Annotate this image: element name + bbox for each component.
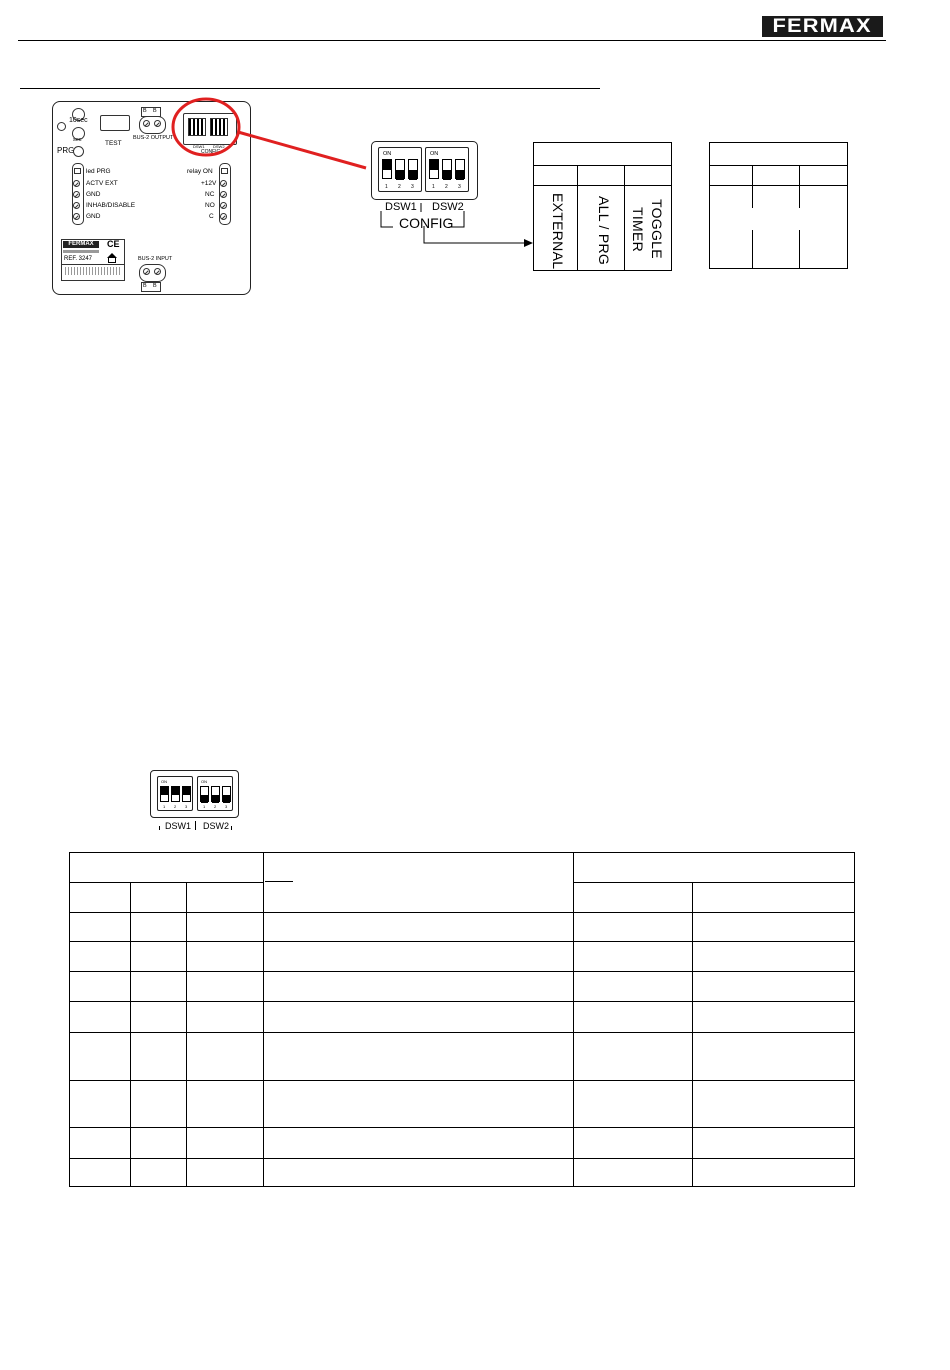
panel-dsw1-label: DSW1 — [193, 144, 205, 149]
zoom-dsw2-on: ON — [430, 151, 439, 157]
second-table — [709, 142, 848, 269]
lower-dsw2-num-2: 2 — [214, 804, 217, 809]
zoom-switch-housing — [371, 141, 478, 200]
left-terminal-1: ACTV EXT — [86, 180, 118, 187]
zoom-dsw1-lever-2 — [395, 159, 405, 179]
zoom-config-label: CONFIG — [399, 215, 454, 231]
lower-dsw2-lever-1 — [200, 786, 209, 802]
product-label-brand: FERMAX — [63, 241, 99, 248]
panel-config-label: CONFIG — [201, 149, 221, 155]
zoom-dsw1-num-1: 1 — [385, 184, 388, 190]
left-terminal-3: INHAB/DISABLE — [86, 202, 136, 209]
lower-dsw1-lever-1 — [160, 786, 169, 802]
lower-dsw1-num-3: 3 — [185, 804, 188, 809]
prg-label: PRG — [57, 146, 75, 155]
zoom-dsw2-num-2: 2 — [445, 184, 448, 190]
bus-input-b2: B — [153, 283, 157, 289]
highlight-connector-line — [238, 132, 366, 168]
lower-switch-divider — [195, 821, 196, 830]
zoom-dsw1-num-2: 2 — [398, 184, 401, 190]
test-label: TEST — [105, 140, 122, 147]
mode-label-timer: TIMER — [630, 207, 646, 253]
bus-output-b1: B — [143, 108, 147, 114]
lower-dsw2-on: ON — [201, 779, 207, 784]
mode-label-all-prg: ALL / PRG — [596, 196, 612, 266]
lower-dsw1-num-1: 1 — [163, 804, 166, 809]
mode-table-header — [534, 143, 672, 166]
lower-dsw1-lever-2 — [171, 786, 180, 802]
lower-switch-housing — [150, 770, 239, 818]
mode-label-toggle: TOGGLE — [649, 199, 665, 259]
right-terminal-0: +12V — [201, 180, 217, 187]
zoom-dsw2 — [425, 147, 469, 192]
lower-dsw2-lever-2 — [211, 786, 220, 802]
lower-dsw2-num-3: 3 — [225, 804, 228, 809]
bus-input-label: BUS-2 INPUT — [138, 256, 173, 262]
zoom-dsw2-label: DSW2 — [432, 201, 464, 213]
product-label-ref: REF. 3247 — [64, 256, 93, 262]
lower-dsw2-label: DSW2 — [203, 821, 230, 831]
mode-table-sub-3 — [624, 166, 671, 186]
zoom-dsw2-num-3: 3 — [458, 184, 461, 190]
mode-label-external: EXTERNAL — [550, 193, 566, 270]
zoom-dsw1-lever-1 — [382, 159, 392, 179]
zoom-dsw2-lever-2 — [442, 159, 452, 179]
lower-dsw1-label: DSW1 — [165, 821, 192, 831]
lower-switch-tick-right — [231, 826, 232, 830]
arrow-head-icon — [524, 239, 533, 247]
lower-dsw2-lever-3 — [222, 786, 231, 802]
zoom-dsw2-lever-1 — [429, 159, 439, 179]
lower-dsw1-on: ON — [161, 779, 167, 784]
zoom-dsw2-num-1: 1 — [432, 184, 435, 190]
sec-label: sec — [73, 137, 82, 143]
right-terminal-2: NO — [205, 202, 215, 209]
zoom-dsw1-label: DSW1 — [385, 201, 417, 213]
panel-dsw2-label: DSW2 — [213, 144, 225, 149]
config-table — [69, 852, 855, 1187]
timer-label: 10sec — [69, 117, 88, 124]
zoom-dsw1-lever-3 — [408, 159, 418, 179]
bus-output-b2: B — [153, 108, 157, 114]
bus-output-label: BUS-2 OUTPUT — [133, 135, 174, 141]
left-terminal-4: GND — [86, 213, 101, 220]
relay-on-label: relay ON — [187, 168, 213, 175]
lower-dsw2 — [197, 776, 233, 811]
zoom-dsw2-lever-3 — [455, 159, 465, 179]
zoom-dsw1-on: ON — [383, 151, 392, 157]
highlight-circle — [173, 99, 239, 155]
right-terminal-3: C — [209, 213, 214, 220]
left-terminal-0: led PRG — [86, 168, 111, 175]
bus-input-b1: B — [143, 283, 147, 289]
zoom-dsw1 — [378, 147, 422, 192]
right-terminal-1: NC — [205, 191, 215, 198]
lower-switch-tick-left — [159, 826, 160, 830]
fermax-logo: FERMAX — [762, 16, 883, 37]
lower-dsw1 — [157, 776, 193, 811]
zoom-dsw1-num-3: 3 — [411, 184, 414, 190]
ce-mark: CE — [107, 239, 120, 249]
left-terminal-2: GND — [86, 191, 101, 198]
mode-table-sub-2 — [578, 166, 624, 186]
lower-dsw2-num-1: 1 — [203, 804, 206, 809]
lower-dsw1-lever-3 — [182, 786, 191, 802]
mode-table-sub-1 — [534, 166, 578, 186]
lower-dsw1-num-2: 2 — [174, 804, 177, 809]
